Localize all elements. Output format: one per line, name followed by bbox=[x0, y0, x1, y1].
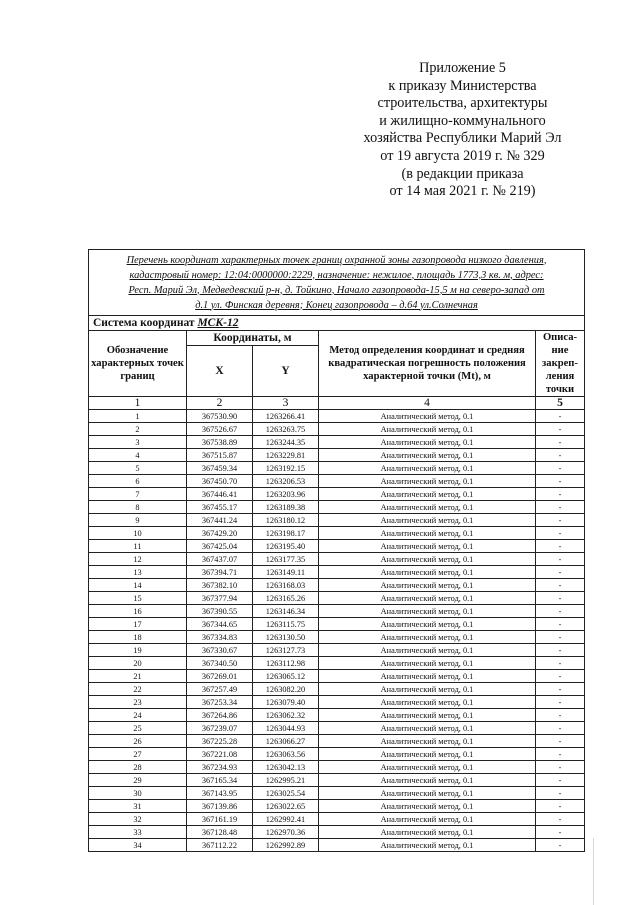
description-cell: - bbox=[536, 436, 585, 449]
method-cell: Аналитический метод, 0.1 bbox=[319, 475, 536, 488]
table-row bbox=[89, 540, 585, 553]
y-coordinate-cell: 1263198.17 bbox=[253, 527, 319, 540]
description-cell: - bbox=[536, 813, 585, 826]
description-cell: - bbox=[536, 592, 585, 605]
method-cell: Аналитический метод, 0.1 bbox=[319, 657, 536, 670]
y-coordinate-cell: 1263079.40 bbox=[253, 696, 319, 709]
header-line-4: и жилищно-коммунального bbox=[379, 112, 546, 129]
y-coordinate-cell: 1263044.93 bbox=[253, 722, 319, 735]
point-number-cell: 12 bbox=[89, 553, 187, 566]
method-cell: Аналитический метод, 0.1 bbox=[319, 683, 536, 696]
method-cell: Аналитический метод, 0.1 bbox=[319, 826, 536, 839]
point-number-cell: 34 bbox=[89, 839, 187, 852]
table-title-line-3: Респ. Марий Эл, Медведевский р-н, д. Тойкино, Начало газопровода-15,5 м на северо-запад от bbox=[128, 284, 545, 296]
table-row bbox=[89, 735, 585, 748]
y-coordinate-cell: 1263065.12 bbox=[253, 670, 319, 683]
x-coordinate-cell: 367377.94 bbox=[187, 592, 253, 605]
description-cell: - bbox=[536, 553, 585, 566]
table-row bbox=[89, 696, 585, 709]
point-number-cell: 18 bbox=[89, 631, 187, 644]
table-title bbox=[89, 250, 585, 316]
point-number-cell: 17 bbox=[89, 618, 187, 631]
method-cell: Аналитический метод, 0.1 bbox=[319, 748, 536, 761]
table-row bbox=[89, 449, 585, 462]
y-coordinate-cell: 1262992.89 bbox=[253, 839, 319, 852]
method-cell: Аналитический метод, 0.1 bbox=[319, 761, 536, 774]
description-cell: - bbox=[536, 566, 585, 579]
point-number-cell: 4 bbox=[89, 449, 187, 462]
description-cell: - bbox=[536, 501, 585, 514]
description-cell: - bbox=[536, 540, 585, 553]
point-number-cell: 26 bbox=[89, 735, 187, 748]
method-cell: Аналитический метод, 0.1 bbox=[319, 800, 536, 813]
header-line-5: хозяйства Республики Марий Эл bbox=[363, 130, 562, 147]
point-number-cell: 11 bbox=[89, 540, 187, 553]
point-number-cell: 5 bbox=[89, 462, 187, 475]
method-cell: Аналитический метод, 0.1 bbox=[319, 696, 536, 709]
description-cell: - bbox=[536, 722, 585, 735]
column-number: 1 bbox=[89, 397, 187, 410]
y-coordinate-cell: 1263189.38 bbox=[253, 501, 319, 514]
description-cell: - bbox=[536, 683, 585, 696]
point-number-cell: 31 bbox=[89, 800, 187, 813]
point-number-cell: 13 bbox=[89, 566, 187, 579]
table-row bbox=[89, 488, 585, 501]
point-number-cell: 14 bbox=[89, 579, 187, 592]
description-cell: - bbox=[536, 462, 585, 475]
description-cell: - bbox=[536, 488, 585, 501]
y-coordinate-cell: 1263203.96 bbox=[253, 488, 319, 501]
method-cell: Аналитический метод, 0.1 bbox=[319, 501, 536, 514]
header-line-8: от 14 мая 2021 г. № 219) bbox=[389, 183, 536, 200]
x-coordinate-cell: 367455.17 bbox=[187, 501, 253, 514]
header-line-1: Приложение 5 bbox=[419, 60, 506, 76]
x-coordinate-cell: 367225.28 bbox=[187, 735, 253, 748]
column-numbers-row bbox=[89, 397, 585, 410]
point-number-cell: 1 bbox=[89, 410, 187, 423]
header-y: Y bbox=[253, 346, 319, 397]
y-coordinate-cell: 1263042.13 bbox=[253, 761, 319, 774]
x-coordinate-cell: 367234.93 bbox=[187, 761, 253, 774]
method-cell: Аналитический метод, 0.1 bbox=[319, 709, 536, 722]
y-coordinate-cell: 1263180.12 bbox=[253, 514, 319, 527]
table-title-line-1: Перечень координат характерных точек границ охранной зоны газопровода низкого давления, bbox=[126, 254, 547, 266]
x-coordinate-cell: 367344.65 bbox=[187, 618, 253, 631]
y-coordinate-cell: 1262995.21 bbox=[253, 774, 319, 787]
description-cell: - bbox=[536, 579, 585, 592]
x-coordinate-cell: 367165.34 bbox=[187, 774, 253, 787]
table-row bbox=[89, 566, 585, 579]
table-row bbox=[89, 722, 585, 735]
description-cell: - bbox=[536, 839, 585, 852]
y-coordinate-cell: 1263263.75 bbox=[253, 423, 319, 436]
point-number-cell: 16 bbox=[89, 605, 187, 618]
point-number-cell: 29 bbox=[89, 774, 187, 787]
point-number-cell: 24 bbox=[89, 709, 187, 722]
method-cell: Аналитический метод, 0.1 bbox=[319, 670, 536, 683]
header-line-7: (в редакции приказа bbox=[401, 165, 524, 182]
method-cell: Аналитический метод, 0.1 bbox=[319, 553, 536, 566]
table-row bbox=[89, 475, 585, 488]
y-coordinate-cell: 1263149.11 bbox=[253, 566, 319, 579]
x-coordinate-cell: 367446.41 bbox=[187, 488, 253, 501]
point-number-cell: 32 bbox=[89, 813, 187, 826]
table-row bbox=[89, 410, 585, 423]
table-row bbox=[89, 605, 585, 618]
point-number-cell: 20 bbox=[89, 657, 187, 670]
method-cell: Аналитический метод, 0.1 bbox=[319, 813, 536, 826]
description-cell: - bbox=[536, 449, 585, 462]
description-cell: - bbox=[536, 748, 585, 761]
table-row bbox=[89, 774, 585, 787]
description-cell: - bbox=[536, 618, 585, 631]
method-cell: Аналитический метод, 0.1 bbox=[319, 722, 536, 735]
header-line-2: к приказу Министерства bbox=[388, 77, 537, 94]
column-number: 2 bbox=[187, 397, 253, 410]
description-cell: - bbox=[536, 709, 585, 722]
x-coordinate-cell: 367139.86 bbox=[187, 800, 253, 813]
x-coordinate-cell: 367340.50 bbox=[187, 657, 253, 670]
coordinates-table bbox=[88, 249, 585, 852]
x-coordinate-cell: 367538.89 bbox=[187, 436, 253, 449]
description-cell: - bbox=[536, 696, 585, 709]
x-coordinate-cell: 367269.01 bbox=[187, 670, 253, 683]
table-row bbox=[89, 527, 585, 540]
point-number-cell: 33 bbox=[89, 826, 187, 839]
method-cell: Аналитический метод, 0.1 bbox=[319, 423, 536, 436]
point-number-cell: 25 bbox=[89, 722, 187, 735]
y-coordinate-cell: 1263082.20 bbox=[253, 683, 319, 696]
x-coordinate-cell: 367334.83 bbox=[187, 631, 253, 644]
coordinate-system-value: МСК-12 bbox=[197, 317, 239, 329]
description-cell: - bbox=[536, 514, 585, 527]
table-row bbox=[89, 826, 585, 839]
y-coordinate-cell: 1263022.65 bbox=[253, 800, 319, 813]
table-row bbox=[89, 839, 585, 852]
column-number: 5 bbox=[536, 397, 585, 410]
method-cell: Аналитический метод, 0.1 bbox=[319, 436, 536, 449]
table-row bbox=[89, 592, 585, 605]
x-coordinate-cell: 367112.22 bbox=[187, 839, 253, 852]
x-coordinate-cell: 367450.70 bbox=[187, 475, 253, 488]
y-coordinate-cell: 1263177.35 bbox=[253, 553, 319, 566]
x-coordinate-cell: 367390.55 bbox=[187, 605, 253, 618]
method-cell: Аналитический метод, 0.1 bbox=[319, 540, 536, 553]
x-coordinate-cell: 367530.90 bbox=[187, 410, 253, 423]
point-number-cell: 8 bbox=[89, 501, 187, 514]
y-coordinate-cell: 1263206.53 bbox=[253, 475, 319, 488]
point-number-cell: 21 bbox=[89, 670, 187, 683]
description-cell: - bbox=[536, 735, 585, 748]
point-number-cell: 9 bbox=[89, 514, 187, 527]
header-description: Описа-ние закреп-ления точки bbox=[536, 331, 585, 397]
point-number-cell: 6 bbox=[89, 475, 187, 488]
method-cell: Аналитический метод, 0.1 bbox=[319, 527, 536, 540]
column-number: 4 bbox=[319, 397, 536, 410]
description-cell: - bbox=[536, 657, 585, 670]
method-cell: Аналитический метод, 0.1 bbox=[319, 787, 536, 800]
x-coordinate-cell: 367161.19 bbox=[187, 813, 253, 826]
x-coordinate-cell: 367526.67 bbox=[187, 423, 253, 436]
table-title-line-2: кадастровый номер: 12:04:0000000:2229, назначение: нежилое, площадь 1773,3 кв. м, адрес: bbox=[129, 269, 544, 281]
table-row bbox=[89, 657, 585, 670]
header-method: Метод определения координат и средняя квадратическая погрешность положения характерной точки (Mt), м bbox=[319, 331, 536, 397]
x-coordinate-cell: 367429.20 bbox=[187, 527, 253, 540]
table-row bbox=[89, 501, 585, 514]
y-coordinate-cell: 1263130.50 bbox=[253, 631, 319, 644]
point-number-cell: 2 bbox=[89, 423, 187, 436]
description-cell: - bbox=[536, 774, 585, 787]
y-coordinate-cell: 1263112.98 bbox=[253, 657, 319, 670]
header-point: Обозначение характерных точек границ bbox=[89, 331, 187, 397]
description-cell: - bbox=[536, 800, 585, 813]
table-row bbox=[89, 787, 585, 800]
point-number-cell: 10 bbox=[89, 527, 187, 540]
y-coordinate-cell: 1263168.03 bbox=[253, 579, 319, 592]
description-cell: - bbox=[536, 410, 585, 423]
point-number-cell: 30 bbox=[89, 787, 187, 800]
y-coordinate-cell: 1263266.41 bbox=[253, 410, 319, 423]
method-cell: Аналитический метод, 0.1 bbox=[319, 410, 536, 423]
method-cell: Аналитический метод, 0.1 bbox=[319, 631, 536, 644]
table-row bbox=[89, 709, 585, 722]
description-cell: - bbox=[536, 631, 585, 644]
method-cell: Аналитический метод, 0.1 bbox=[319, 618, 536, 631]
x-coordinate-cell: 367257.49 bbox=[187, 683, 253, 696]
header-line-6: от 19 августа 2019 г. № 329 bbox=[380, 147, 545, 164]
coordinate-system-label: Система координат bbox=[93, 317, 195, 329]
x-coordinate-cell: 367253.34 bbox=[187, 696, 253, 709]
x-coordinate-cell: 367425.04 bbox=[187, 540, 253, 553]
header-line-3: строительства, архитектуры bbox=[377, 95, 548, 112]
column-number: 3 bbox=[253, 397, 319, 410]
method-cell: Аналитический метод, 0.1 bbox=[319, 839, 536, 852]
method-cell: Аналитический метод, 0.1 bbox=[319, 735, 536, 748]
method-cell: Аналитический метод, 0.1 bbox=[319, 644, 536, 657]
x-coordinate-cell: 367459.34 bbox=[187, 462, 253, 475]
y-coordinate-cell: 1263063.56 bbox=[253, 748, 319, 761]
table-row bbox=[89, 579, 585, 592]
x-coordinate-cell: 367330.67 bbox=[187, 644, 253, 657]
x-coordinate-cell: 367382.10 bbox=[187, 579, 253, 592]
point-number-cell: 19 bbox=[89, 644, 187, 657]
table-row bbox=[89, 462, 585, 475]
method-cell: Аналитический метод, 0.1 bbox=[319, 449, 536, 462]
description-cell: - bbox=[536, 475, 585, 488]
table-row bbox=[89, 553, 585, 566]
x-coordinate-cell: 367221.08 bbox=[187, 748, 253, 761]
point-number-cell: 27 bbox=[89, 748, 187, 761]
scan-mark bbox=[593, 838, 594, 905]
point-number-cell: 15 bbox=[89, 592, 187, 605]
description-cell: - bbox=[536, 527, 585, 540]
table-row bbox=[89, 748, 585, 761]
method-cell: Аналитический метод, 0.1 bbox=[319, 774, 536, 787]
x-coordinate-cell: 367264.86 bbox=[187, 709, 253, 722]
y-coordinate-cell: 1263165.26 bbox=[253, 592, 319, 605]
table-title-line-4: д.1 ул. Финская деревня; Конец газопровода – д.64 ул.Солнечная bbox=[195, 299, 478, 311]
x-coordinate-cell: 367128.48 bbox=[187, 826, 253, 839]
table-row bbox=[89, 436, 585, 449]
point-number-cell: 23 bbox=[89, 696, 187, 709]
header-x: X bbox=[187, 346, 253, 397]
point-number-cell: 3 bbox=[89, 436, 187, 449]
method-cell: Аналитический метод, 0.1 bbox=[319, 605, 536, 618]
method-cell: Аналитический метод, 0.1 bbox=[319, 514, 536, 527]
description-cell: - bbox=[536, 787, 585, 800]
document-header bbox=[330, 60, 595, 201]
y-coordinate-cell: 1263115.75 bbox=[253, 618, 319, 631]
x-coordinate-cell: 367143.95 bbox=[187, 787, 253, 800]
table-row bbox=[89, 631, 585, 644]
y-coordinate-cell: 1263229.81 bbox=[253, 449, 319, 462]
y-coordinate-cell: 1263066.27 bbox=[253, 735, 319, 748]
y-coordinate-cell: 1263025.54 bbox=[253, 787, 319, 800]
coordinate-system bbox=[89, 316, 585, 331]
method-cell: Аналитический метод, 0.1 bbox=[319, 579, 536, 592]
table-row bbox=[89, 761, 585, 774]
point-number-cell: 28 bbox=[89, 761, 187, 774]
y-coordinate-cell: 1262992.41 bbox=[253, 813, 319, 826]
method-cell: Аналитический метод, 0.1 bbox=[319, 592, 536, 605]
table-row bbox=[89, 423, 585, 436]
description-cell: - bbox=[536, 423, 585, 436]
point-number-cell: 22 bbox=[89, 683, 187, 696]
x-coordinate-cell: 367394.71 bbox=[187, 566, 253, 579]
table-row bbox=[89, 618, 585, 631]
x-coordinate-cell: 367441.24 bbox=[187, 514, 253, 527]
x-coordinate-cell: 367515.87 bbox=[187, 449, 253, 462]
table-row bbox=[89, 644, 585, 657]
description-cell: - bbox=[536, 670, 585, 683]
y-coordinate-cell: 1262970.36 bbox=[253, 826, 319, 839]
y-coordinate-cell: 1263192.15 bbox=[253, 462, 319, 475]
table-row bbox=[89, 813, 585, 826]
description-cell: - bbox=[536, 644, 585, 657]
table-row bbox=[89, 670, 585, 683]
x-coordinate-cell: 367437.07 bbox=[187, 553, 253, 566]
point-number-cell: 7 bbox=[89, 488, 187, 501]
x-coordinate-cell: 367239.07 bbox=[187, 722, 253, 735]
method-cell: Аналитический метод, 0.1 bbox=[319, 462, 536, 475]
header-coords: Координаты, м bbox=[187, 331, 319, 346]
description-cell: - bbox=[536, 761, 585, 774]
y-coordinate-cell: 1263146.34 bbox=[253, 605, 319, 618]
table-row bbox=[89, 683, 585, 696]
table-row bbox=[89, 514, 585, 527]
method-cell: Аналитический метод, 0.1 bbox=[319, 566, 536, 579]
table-row bbox=[89, 800, 585, 813]
description-cell: - bbox=[536, 605, 585, 618]
y-coordinate-cell: 1263195.40 bbox=[253, 540, 319, 553]
y-coordinate-cell: 1263062.32 bbox=[253, 709, 319, 722]
description-cell: - bbox=[536, 826, 585, 839]
method-cell: Аналитический метод, 0.1 bbox=[319, 488, 536, 501]
y-coordinate-cell: 1263127.73 bbox=[253, 644, 319, 657]
y-coordinate-cell: 1263244.35 bbox=[253, 436, 319, 449]
